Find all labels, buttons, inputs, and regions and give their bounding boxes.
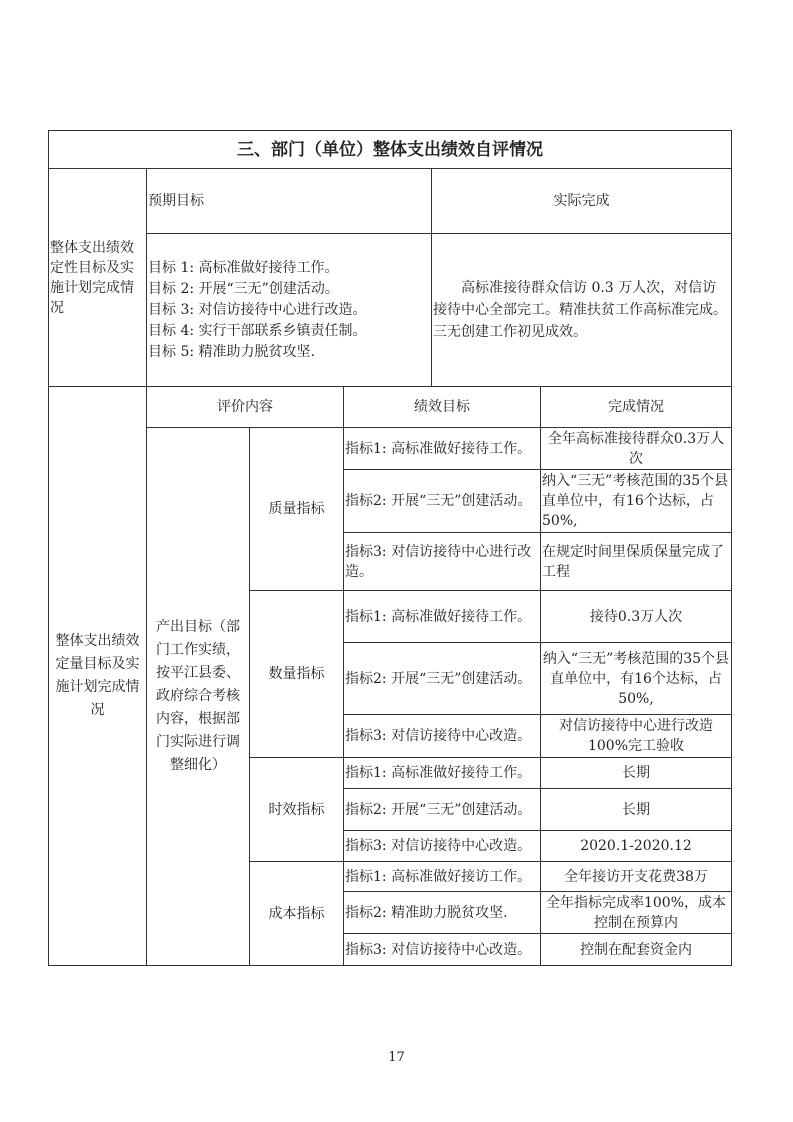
status-cell: 长期 [541, 789, 732, 831]
target-cell: 指标1: 高标准做好接访工作。 [344, 862, 541, 892]
status-cell: 接待0.3万人次 [541, 591, 732, 643]
status-cell: 全年接访开支花费38万 [541, 862, 732, 892]
page-number: 17 [388, 1050, 405, 1065]
performance-table [48, 130, 732, 966]
actual-text: 高标准接待群众信访 0.3 万人次，对信访接待中心全部完工。精准扶贫工作高标准完成。三无创建工作初见成效。 [432, 234, 732, 387]
goal-item: 目标 5: 精准助力脱贫攻坚. [148, 343, 315, 360]
target-cell: 指标2: 精准助力脱贫攻坚. [344, 892, 541, 934]
expected-header: 预期目标 [147, 169, 432, 234]
target-cell: 指标2: 开展“三无”创建活动。 [344, 789, 541, 831]
status-cell: 2020.1-2020.12 [541, 831, 732, 862]
goal-item: 目标 4: 实行干部联系乡镇责任制。 [148, 322, 367, 339]
group-name: 成本指标 [250, 862, 344, 966]
status-cell: 在规定时间里保质保量完成了工程 [541, 533, 732, 591]
header-content: 评价内容 [147, 387, 344, 428]
goal-item: 目标 2: 开展“三无”创建活动。 [148, 280, 339, 297]
status-cell: 纳入“三无”考核范围的35个县直单位中，有16个达标，占50%, [541, 470, 732, 533]
status-cell: 纳入“三无”考核范围的35个县直单位中，有16个达标，占50%, [541, 643, 732, 715]
target-cell: 指标2: 开展“三无”创建活动。 [344, 643, 541, 715]
target-cell: 指标3: 对信访接待中心改造。 [344, 934, 541, 966]
status-cell: 全年指标完成率100%，成本控制在预算内 [541, 892, 732, 934]
target-cell: 指标1: 高标准做好接待工作。 [344, 428, 541, 470]
qualitative-label: 整体支出绩效定性目标及实施计划完成情况 [49, 169, 147, 387]
status-cell: 对信访接待中心进行改造100%完工验收 [541, 715, 732, 758]
target-cell: 指标3: 对信访接待中心进行改造。 [344, 533, 541, 591]
target-cell: 指标3: 对信访接待中心改造。 [344, 831, 541, 862]
target-cell: 指标1: 高标准做好接待工作。 [344, 591, 541, 643]
target-cell: 指标3: 对信访接待中心改造。 [344, 715, 541, 758]
target-cell: 指标2: 开展“三无”创建活动。 [344, 470, 541, 533]
quantitative-label: 整体支出绩效定量目标及实施计划完成情况 [49, 387, 147, 966]
output-label: 产出目标（部门工作实绩，按平江县委、政府综合考核内容，根据部门实际进行调整细化） [147, 428, 250, 966]
header-status: 完成情况 [541, 387, 732, 428]
header-target: 绩效目标 [344, 387, 541, 428]
group-name: 数量指标 [250, 591, 344, 758]
goal-item: 目标 3: 对信访接待中心进行改造。 [148, 301, 367, 318]
status-cell: 全年高标准接待群众0.3万人次 [541, 428, 732, 470]
target-cell: 指标1: 高标准做好接待工作。 [344, 758, 541, 789]
actual-header: 实际完成 [432, 169, 732, 234]
group-name: 质量指标 [250, 428, 344, 591]
status-cell: 长期 [541, 758, 732, 789]
group-name: 时效指标 [250, 758, 344, 862]
goal-item: 目标 1: 高标准做好接待工作。 [148, 259, 339, 276]
goals-list [147, 234, 432, 387]
status-cell: 控制在配套资金内 [541, 934, 732, 966]
table-title: 三、部门（单位）整体支出绩效自评情况 [49, 131, 732, 169]
